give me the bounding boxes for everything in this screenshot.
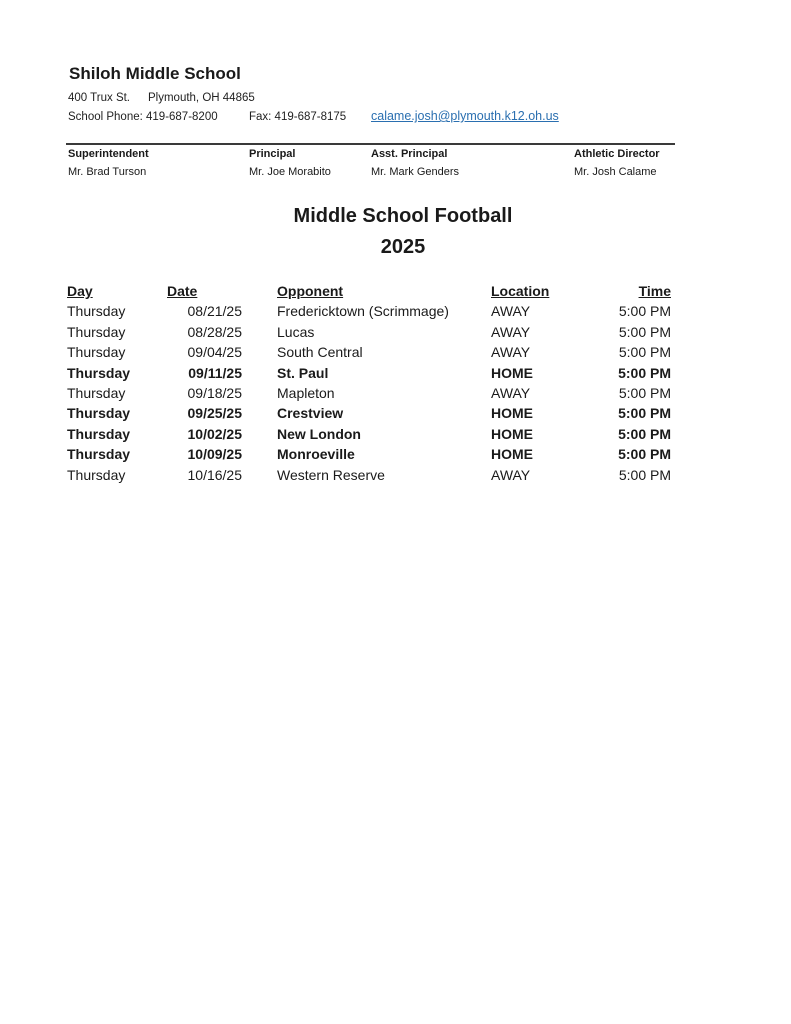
cell-day: Thursday <box>67 405 131 422</box>
staff-name: Mr. Mark Genders <box>371 166 460 178</box>
header-day: Day <box>67 283 93 299</box>
staff-name: Mr. Joe Morabito <box>249 166 331 178</box>
cell-time: 5:00 PM <box>618 323 671 340</box>
cell-time: 5:00 PM <box>618 425 671 442</box>
cell-day: Thursday <box>67 446 131 463</box>
cell-day: Thursday <box>67 425 131 442</box>
cell-location: AWAY <box>491 344 531 361</box>
cell-location: AWAY <box>491 384 531 401</box>
cell-location: AWAY <box>491 323 531 340</box>
cell-time: 5:00 PM <box>618 466 671 483</box>
cell-location: HOME <box>491 405 533 422</box>
cell-time: 5:00 PM <box>618 344 671 361</box>
staff-role: Principal <box>249 148 296 160</box>
table-row <box>67 426 675 446</box>
table-row <box>67 385 675 405</box>
staff-principal <box>249 148 331 178</box>
cell-date: 10/02/25 <box>187 425 242 442</box>
table-body <box>67 303 675 487</box>
cell-opponent: South Central <box>277 344 363 361</box>
table-row <box>67 344 675 364</box>
table-row <box>67 303 675 323</box>
cell-time: 5:00 PM <box>618 303 671 320</box>
cell-day: Thursday <box>67 466 126 483</box>
schedule-table <box>67 283 675 487</box>
cell-date: 09/04/25 <box>187 344 242 361</box>
cell-opponent: Crestview <box>277 405 344 422</box>
cell-location: HOME <box>491 446 533 463</box>
cell-day: Thursday <box>67 364 131 381</box>
cell-time: 5:00 PM <box>618 405 671 422</box>
cell-location: AWAY <box>491 466 531 483</box>
cell-opponent: Monroeville <box>277 446 355 463</box>
cell-location: HOME <box>491 364 533 381</box>
school-phone: School Phone: 419-687-8200 <box>68 111 218 123</box>
email-link[interactable]: calame.josh@plymouth.k12.oh.us <box>371 109 559 123</box>
cell-opponent: New London <box>277 425 361 442</box>
staff-role: Athletic Director <box>574 148 660 160</box>
school-name: Shiloh Middle School <box>69 64 241 83</box>
cell-opponent: Mapleton <box>277 384 335 401</box>
staff-role: Asst. Principal <box>371 148 448 160</box>
cell-day: Thursday <box>67 303 126 320</box>
cell-time: 5:00 PM <box>618 384 671 401</box>
staff-name: Mr. Brad Turson <box>68 166 147 178</box>
school-fax: Fax: 419-687-8175 <box>249 111 347 123</box>
table-header <box>67 283 675 303</box>
header-time: Time <box>638 283 671 299</box>
cell-opponent: Lucas <box>277 323 315 340</box>
cell-date: 09/11/25 <box>188 364 242 381</box>
cell-date: 08/28/25 <box>187 323 242 340</box>
cell-date: 10/16/25 <box>187 466 242 483</box>
cell-opponent: St. Paul <box>277 364 329 381</box>
cell-day: Thursday <box>67 384 126 401</box>
cell-day: Thursday <box>67 344 126 361</box>
street-address: 400 Trux St. <box>68 92 131 104</box>
table-row <box>67 324 675 344</box>
cell-location: AWAY <box>491 303 531 320</box>
staff-superintendent <box>68 148 149 178</box>
cell-date: 09/18/25 <box>187 384 242 401</box>
header-divider <box>66 143 675 145</box>
header-date: Date <box>167 283 198 299</box>
staff-name: Mr. Josh Calame <box>574 166 657 178</box>
cell-time: 5:00 PM <box>618 364 671 381</box>
header-location: Location <box>491 283 550 299</box>
staff-role: Superintendent <box>68 148 149 160</box>
table-row <box>67 446 675 466</box>
city-state-zip: Plymouth, OH 44865 <box>148 92 255 104</box>
table-row <box>67 365 675 385</box>
cell-location: HOME <box>491 425 533 442</box>
cell-opponent: Western Reserve <box>277 466 385 483</box>
header-opponent: Opponent <box>277 283 344 299</box>
page-title: Middle School Football <box>293 205 513 227</box>
cell-date: 09/25/25 <box>187 405 242 422</box>
cell-time: 5:00 PM <box>618 446 671 463</box>
staff-asst-principal <box>371 148 459 178</box>
cell-date: 10/09/25 <box>187 446 242 463</box>
staff-athletic-director <box>574 148 660 178</box>
cell-opponent: Fredericktown (Scrimmage) <box>277 303 449 320</box>
page-year: 2025 <box>380 236 426 258</box>
table-row <box>67 467 675 487</box>
cell-date: 08/21/25 <box>187 303 242 320</box>
cell-day: Thursday <box>67 323 126 340</box>
table-row <box>67 405 675 425</box>
